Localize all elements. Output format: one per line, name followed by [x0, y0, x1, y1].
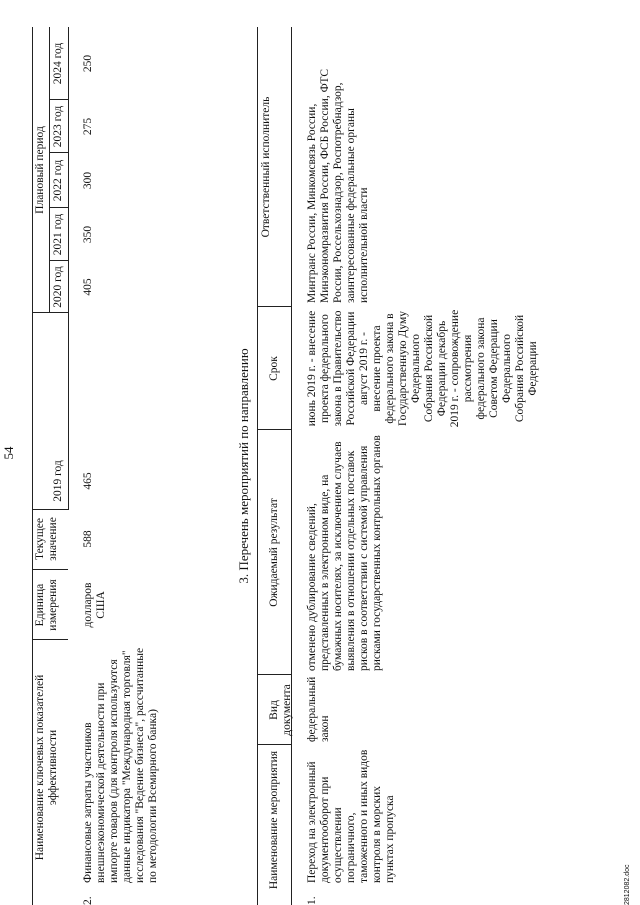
responsible: Минтранс России, Минкомсвязь России, Минэкономразвития России, ФСБ России, ФТС России, Россельхознадзор, Роспотребнадзор, заинтересованные федеральные органы исполнительной власти [306, 68, 370, 303]
kpi-name: Финансовые затраты участников внешнеэкономической деятельности при импорте товаров (для контроля используются данные индикатора "Международная торговля" исследования "Ведение бизнеса", рассчитанные по методологии Всемирного банка) [82, 647, 159, 883]
year-value: 275 [82, 117, 94, 136]
footer-code: 2812082.doc [624, 864, 631, 905]
row-number: 1. [306, 896, 318, 905]
measure-name: Переход на электронный документооборот при осуществлении пограничного, таможенного и иных видов контроля в морских пунктах пропуска [306, 749, 396, 883]
unit-header: Единица измерения [34, 579, 59, 631]
year-header: 2021 год [52, 213, 64, 256]
year-header: 2024 год [52, 42, 64, 85]
page-number: 54 [1, 446, 16, 460]
kpi-name-header: Наименование ключевых показателей эффективности [34, 674, 59, 861]
deadline: июнь 2019 г. - внесение проекта федерального закона в Правительство Российской Федерации август 2019 г. - внесение проекта федерального закона в Государственную Думу Федерального Собрания Российской Федерации декабрь 2019 г. - сопровождение рассмотрения федерального закона Советом Федерации Федерального Собрания Российской Федерации [306, 309, 539, 428]
year-value: 250 [82, 54, 94, 73]
document-type-header: Вид документа [268, 684, 293, 736]
row-number: 2. [82, 896, 94, 905]
unit-value: долларов США [82, 582, 107, 628]
section-title: 3. Перечень мероприятий по направлению [236, 348, 251, 584]
year-header: 2019 год [52, 460, 64, 502]
expected-result-header: Ожидаемый результат [268, 498, 280, 607]
year-value: 465 [82, 472, 94, 490]
deadline-header: Срок [268, 356, 280, 381]
year-value: 405 [82, 278, 94, 296]
year-value: 300 [82, 171, 94, 190]
measure-name-header: Наименование мероприятия [268, 750, 280, 890]
document-type: федеральный закон [306, 676, 331, 742]
responsible-header: Ответственный исполнитель [260, 96, 272, 238]
expected-result: отменено дублирование сведений, представленных в электронном виде, на бумажных носителях, за исключением случаев выявления в отношении отдельных поставок рисков в соответствии с системой управления рисками государственных контрольных органов [306, 435, 383, 671]
year-header: 2020 год [52, 266, 64, 308]
year-header: 2022 год [52, 159, 64, 202]
year-header: 2023 год [52, 105, 64, 148]
current-value: 588 [82, 530, 94, 548]
year-value: 350 [82, 225, 94, 244]
current-value-header: Текущее значение [34, 517, 59, 561]
planned-period-header: Плановый период [34, 126, 46, 214]
